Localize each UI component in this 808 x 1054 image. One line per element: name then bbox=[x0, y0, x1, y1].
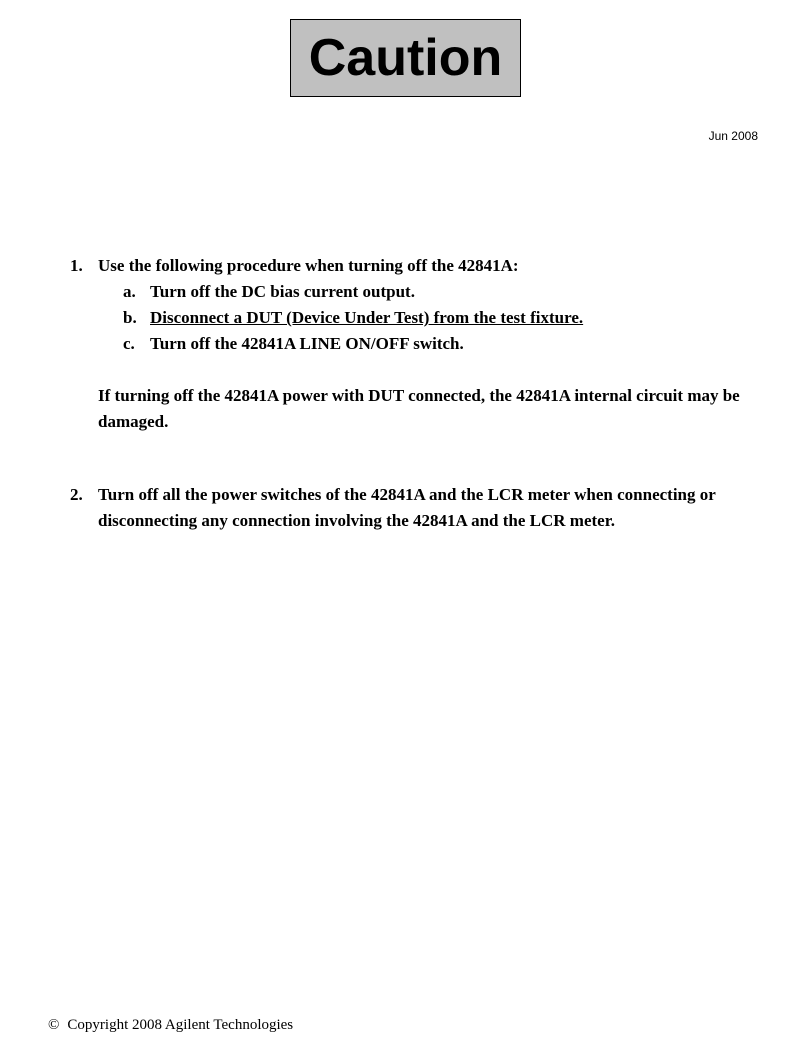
step-letter: a. bbox=[123, 282, 136, 301]
item-number: 1. bbox=[70, 256, 83, 275]
step-letter: c. bbox=[123, 334, 135, 353]
procedure-step bbox=[123, 279, 760, 305]
copyright-icon: © bbox=[48, 1017, 60, 1033]
item-text: Turn off all the power switches of the 42841A and the LCR meter when connecting or disconnecting any connection involving the 42841A and the LCR meter. bbox=[98, 485, 716, 530]
page-title: Caution bbox=[308, 29, 503, 87]
item-number: 2. bbox=[70, 485, 83, 504]
caution-title-box bbox=[290, 19, 521, 97]
procedure-step bbox=[123, 305, 760, 331]
copyright-footer bbox=[48, 1017, 293, 1034]
copyright-text: Copyright 2008 Agilent Technologies bbox=[67, 1017, 294, 1033]
step-text: Disconnect a DUT (Device Under Test) from the test fixture. bbox=[150, 308, 584, 327]
instruction-item-1 bbox=[70, 253, 760, 435]
step-text: Turn off the 42841A LINE ON/OFF switch. bbox=[150, 334, 464, 353]
instruction-item-2 bbox=[70, 482, 760, 534]
item-text: Use the following procedure when turning off the 42841A: bbox=[98, 256, 519, 275]
step-letter: b. bbox=[123, 308, 137, 327]
procedure-steps bbox=[123, 279, 760, 357]
document-date: Jun 2008 bbox=[708, 129, 758, 143]
step-text: Turn off the DC bias current output. bbox=[150, 282, 415, 301]
warning-text: If turning off the 42841A power with DUT connected, the 42841A internal circuit may be damaged. bbox=[98, 386, 740, 431]
procedure-step bbox=[123, 331, 760, 357]
